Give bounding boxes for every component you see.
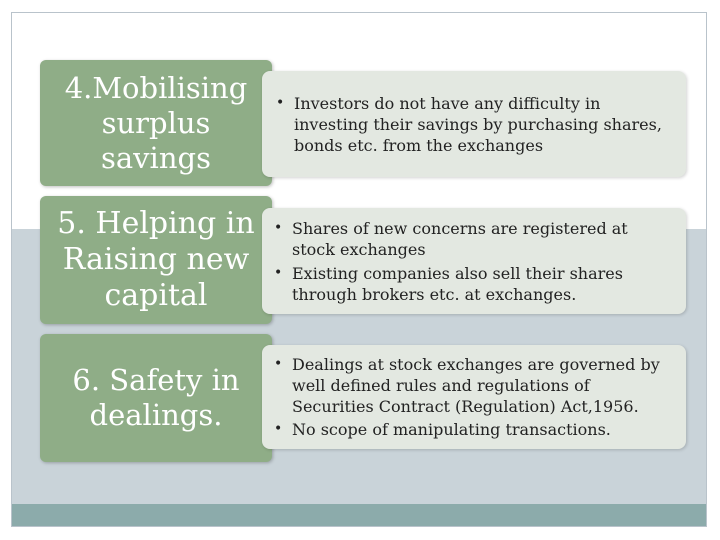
row-label-line: 5. Helping in — [57, 206, 255, 241]
bullet-text: No scope of manipulating transactions. — [292, 420, 611, 439]
row-label-box — [40, 196, 272, 324]
bullet-dot: • — [276, 94, 285, 111]
row-label-line: savings — [101, 140, 211, 175]
bullet-dot: • — [274, 421, 283, 437]
row-label-line: surplus — [101, 105, 211, 140]
bullet-item — [274, 354, 672, 417]
bullet-item — [274, 218, 668, 260]
row-text-box — [262, 71, 686, 177]
row-label-line: 4.Mobilising — [64, 70, 248, 105]
bullet-item — [276, 93, 668, 156]
bullet-dot: • — [274, 356, 283, 372]
bullet-item — [274, 419, 672, 440]
row-label-line: dealings. — [89, 398, 223, 432]
bullet-dot: • — [274, 219, 283, 236]
row-label-box — [40, 60, 272, 186]
bullet-text: Shares of new concerns are registered at stock exchanges — [292, 218, 628, 259]
bullet-text: Dealings at stock exchanges are governed by well defined rules and regulations of Securities Contract (Regulation) Act,1956. — [292, 355, 660, 416]
bullet-item — [274, 263, 668, 305]
bullet-text: Existing companies also sell their shares through brokers etc. at exchanges. — [292, 263, 623, 304]
slide-footer-strip — [12, 504, 706, 526]
row-text-box — [262, 345, 686, 449]
row-text-box — [262, 208, 686, 314]
bullet-text: Investors do not have any difficulty in investing their savings by purchasing shares, bonds etc. from the exchanges — [294, 93, 662, 155]
bullet-dot: • — [274, 264, 283, 281]
row-label-line: capital — [104, 278, 208, 313]
row-label-line: 6. Safety in — [72, 363, 240, 397]
row-label-line: Raising new — [62, 242, 250, 277]
row-label — [72, 363, 239, 433]
row-label — [57, 206, 254, 314]
row-label — [65, 71, 248, 176]
row-label-box — [40, 334, 272, 462]
